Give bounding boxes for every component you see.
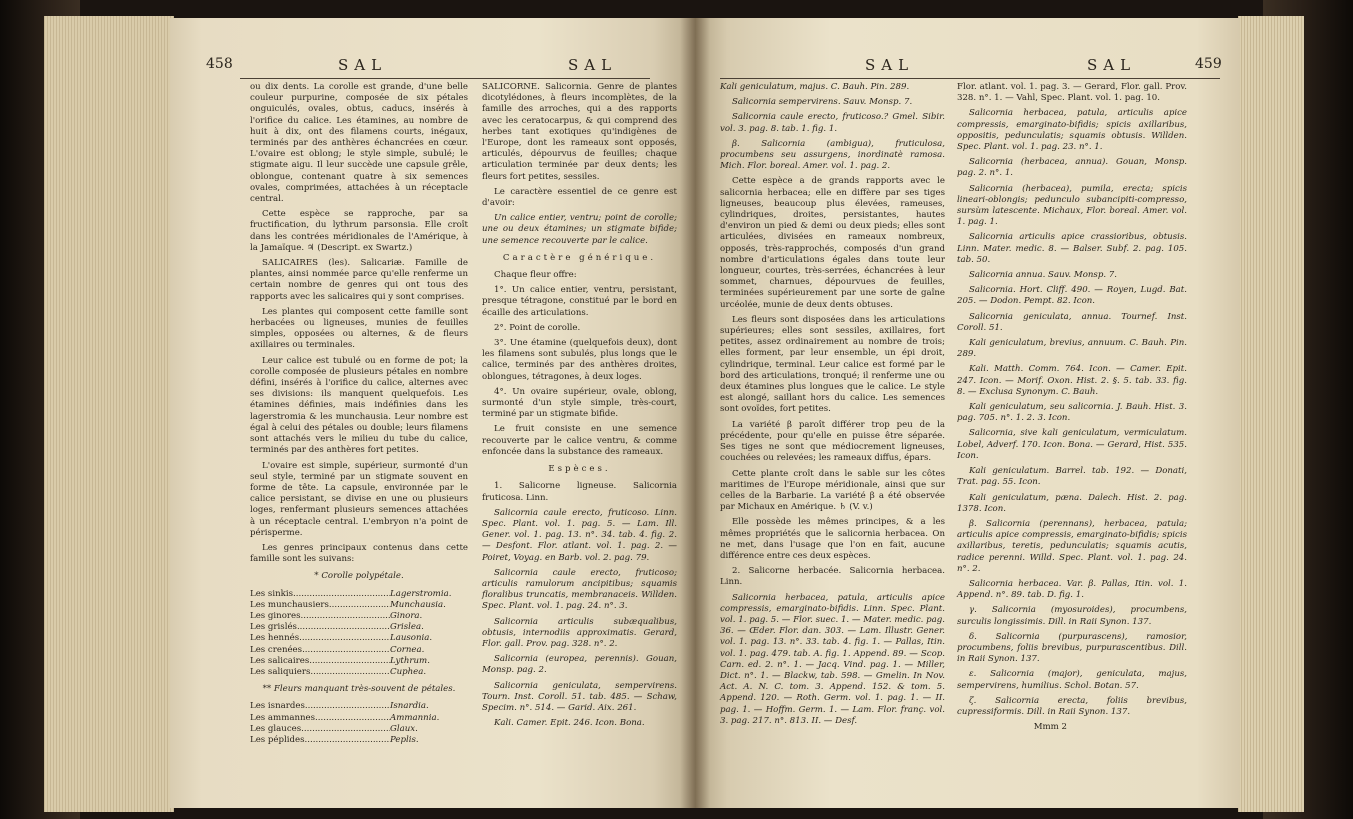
- right-column-1: [720, 82, 945, 731]
- paragraph: Elle possède les mêmes principes, & a les mêmes propriétés que le salicornia herbacea. On ne met, dans l'usage que l'on en fait, aucune différence entre ces deux espèces.: [720, 517, 945, 561]
- paragraph: Salicornia herbacea, patula, articulis apice compressis, emarginato-bifidis; spicis axillaribus, oppositis, pedunculatis; squamis obtusis. Willden. Spec. Plant. vol. 1. pag. 23. n°. 1.: [957, 108, 1187, 153]
- paragraph: Le fruit consiste en une semence recouverte par le calice ventru, & comme enfoncée dans la substance des rameaux.: [482, 424, 677, 457]
- right-column-2: [957, 82, 1187, 737]
- paragraph: Kali geniculatum, brevius, annuum. C. Bauh. Pin. 289.: [957, 338, 1187, 360]
- paragraph: Salicornia. Hort. Cliff. 490. — Royen, Lugd. Bat. 205. — Dodon. Pempt. 82. Icon.: [957, 285, 1187, 307]
- paragraph: 3°. Une étamine (quelquefois deux), dont les filamens sont subulés, plus longs que le calice, terminés par des anthères droites, oblongues, tétragones, à deux loges.: [482, 338, 677, 382]
- list-item: Les péplides ..... Peplis.: [250, 735, 468, 746]
- page-number-right: 459: [1195, 56, 1222, 72]
- genus-list-2: [250, 701, 468, 746]
- paragraph: Les plantes qui composent cette famille sont herbacées ou ligneuses, munies de feuilles simples, opposées ou alternes, & de fleurs axillaires ou terminales.: [250, 306, 468, 351]
- section-subheading: ** Fleurs manquant très-souvent de pétales.: [262, 684, 456, 695]
- paragraph: Salicornia caule erecto, fruticoso.? Gmel. Sibir. vol. 3. pag. 8. tab. 1. fig. 1.: [720, 112, 945, 134]
- paragraph: 2°. Point de corolle.: [494, 322, 581, 333]
- list-item: Les ginores ..... Ginora.: [250, 611, 468, 622]
- section-heading: Caractère générique.: [502, 252, 657, 263]
- section-heading: Espèces.: [548, 464, 611, 475]
- paragraph: Kali geniculatum, pæna. Dalech. Hist. 2. pag. 1378. Icon.: [957, 492, 1187, 514]
- paragraph: Cette plante croît dans le sable sur les côtes maritimes de l'Europe méridionale, ainsi que sur celles de la Barbarie. La variété β a été observée par Michaux en Amérique. ♄ (V. v.): [720, 468, 945, 513]
- list-item: Les saliquiers ..... Cuphea.: [250, 667, 468, 678]
- paragraph: SALICAIRES (les). Salicariæ. Famille de plantes, ainsi nommée parce qu'elle renferme un certain nombre de genres qui ont tous des rapports avec les salicaires qui y sont comprises.: [250, 258, 468, 302]
- paragraph: Salicornia caule erecto, fruticoso. Linn. Spec. Plant. vol. 1. pag. 5. — Lam. Ill. Gener. vol. 1. pag. 13. n°. 34. tab. 4. fig. 2. — Desfont. Flor. atlant. vol. 1. pag. 2. — Poiret, Voyag. en Barb. vol. 2. pag. 79.: [482, 507, 677, 563]
- paragraph: Kali. Camer. Epit. 246. Icon. Bona.: [494, 718, 645, 729]
- header-rule: [720, 78, 1220, 79]
- paragraph: Salicornia (herbacea), pumila, erecta; spicis lineari-oblongis; pedunculo subancipiti-compresso, sursùm latescente. Michaux, Flor. boreal. Amer. vol. 1. pag. 1.: [957, 183, 1187, 228]
- right-page-edges: [1238, 16, 1304, 812]
- paragraph: Salicornia (europea, perennis). Gouan, Monsp. pag. 2.: [482, 654, 677, 676]
- header-rule: [240, 78, 650, 79]
- paragraph: Kali geniculatum, seu salicornia. J. Bauh. Hist. 3. pag. 705. n°. 1. 2. 3. Icon.: [957, 402, 1187, 424]
- paragraph: Kali geniculatum. Barrel. tab. 192. — Donati, Trat. pag. 55. Icon.: [957, 466, 1187, 488]
- paragraph: Salicornia annua. Sauv. Monsp. 7.: [969, 270, 1117, 281]
- paragraph: Salicornia (herbacea, annua). Gouan, Monsp. pag. 2. n°. 1.: [957, 157, 1187, 179]
- paragraph: Leur calice est tubulé ou en forme de pot; la corolle composée de plusieurs pétales en nombre défini, insérés à l'orifice du calice, alternes avec ses divisions: ils manquent quelquefois. Les étamines définies, mais indéfinies dans les lagerstromia & les munchausia. Leur nombre est égal à celui des pétales ou double; leurs filamens sont attachés vers le milieu du tube du calice, terminés par des anthères fort petites.: [250, 355, 468, 456]
- paragraph: Salicornia caule erecto, fruticoso; articulis ramulorum ancipitibus; squamis floralibus truncatis, membranaceis. Willden. Spec. Plant. vol. 1. pag. 24. n°. 3.: [482, 567, 677, 612]
- paragraph: Les genres principaux contenus dans cette famille sont les suivans:: [250, 542, 468, 565]
- left-page-edges: [44, 16, 174, 812]
- paragraph: Un calice entier, ventru; point de corolle; une ou deux étamines; un stigmate bifide; une semence recouverte par le calice.: [482, 213, 677, 246]
- list-item: Les isnardes ..... Isnardia.: [250, 701, 468, 712]
- paragraph: Les fleurs sont disposées dans les articulations supérieures; elles sont sessiles, axillaires, fort petites, assez ordinairement au nombre de trois; elles forment, par leur ensemble, un épi droit, cylindrique, terminal. Leur calice est formé par le bord des articulations, tronqué; il renferme une ou deux étamines plus longues que le calice. Le style est alongé, saillant hors du calice. Les semences sont ovoïdes, fort petites.: [720, 314, 945, 415]
- right-page: [695, 18, 1240, 808]
- running-header-right: SAL: [865, 56, 915, 74]
- paragraph: δ. Salicornia (purpurascens), ramosior, procumbens, foliis brevibus, purpurascentibus. Dill. in Raii Synon. 137.: [957, 631, 1187, 665]
- paragraph: γ. Salicornia (myosuroides), procumbens, surculis longissimis. Dill. in Raii Synon. 137.: [957, 605, 1187, 627]
- paragraph: 1. Salicorne ligneuse. Salicornia fruticosa. Linn.: [482, 481, 677, 503]
- genus-list-1: [250, 589, 468, 679]
- paragraph: Cette espèce a de grands rapports avec le salicornia herbacea; elle en diffère par ses tiges ligneuses, beaucoup plus élevées, rameuses, cylindriques, droites, persistantes, hautes d'environ un pied & demi ou deux pieds; elles sont articulées, divisées en rameaux nombreux, opposés, très-rapprochés, composés d'un grand nombre d'articulations égales dans toute leur longueur, courtes, très-serrées, échancrées à leur sommet, charnues, dépourvues de feuilles, terminées supérieurement par une sorte de gaîne urcéolée, munie de deux dents obtuses.: [720, 176, 945, 310]
- paragraph: β. Salicornia (perennans), herbacea, patula; articulis apice compressis, emarginato-bifidis; spicis axillaribus, teretis, pedunculatis; squamis acutis, radice perenni. Willd. Spec. Plant. vol. 1. pag. 24. n°. 2.: [957, 518, 1187, 574]
- paragraph: La variété β paroît différer trop peu de la précédente, pour qu'elle en puisse être séparée. Ses tiges ne sont que médiocrement ligneuses, couchées ou relevées; les rameaux diffus, épars.: [720, 419, 945, 464]
- paragraph: Salicornia herbacea, patula, articulis apice compressis, emarginato-bifidis. Linn. Spec. Plant. vol. 1. pag. 5. — Flor. suec. 1. — Mater. medic. pag. 36. — Œder. Flor. dan. 303. — Lam. Illustr. Gener. vol. 1. pag. 13. n°. 33. tab. 4. fig. 1. — Pallas, Itin. vol. 1. pag. 479. tab. A. fig. 1. Append. 89. — Scop. Carn. ed. 2. n°. 1. — Jacq. Vind. pag. 1. — Miller, Dict. n°. 1. — Blackw, tab. 598. — Gmelin. In Nov. Act. A. N. C. tom. 3. Append. 152. & tom. 5. Append. 120. — Roth. Germ. vol. 1. pag. 1. — II. pag. 1. — Hoffm. Germ. 1. — Lam. Flor. franç. vol. 3. pag. 217. n°. 813. II. — Desf.: [720, 592, 945, 726]
- paragraph: β. Salicornia (ambigua), fruticulosa, procumbens seu assurgens, inordinatè ramosa. Mich. Flor. boreal. Amer. vol. 1. pag. 2.: [720, 138, 945, 172]
- running-header-right-col2: SAL: [1087, 56, 1137, 74]
- left-page: [170, 18, 695, 808]
- left-column-1: [250, 82, 468, 750]
- list-item: Les crenées ..... Cornea.: [250, 645, 468, 656]
- paragraph: Salicornia geniculata, sempervirens. Tourn. Inst. Coroll. 51. tab. 485. — Schaw, Specim. n°. 514. — Garid. Aix. 261.: [482, 680, 677, 713]
- paragraph: 2. Salicorne herbacée. Salicornia herbacea. Linn.: [720, 566, 945, 588]
- paragraph: Cette espèce se rapproche, par sa fructification, du lythrum parsonsia. Elle croît dans les contrées méridionales de l'Amérique, à la Jamaïque. ♃ (Descript. ex Swartz.): [250, 209, 468, 253]
- paragraph: ε. Salicornia (major), geniculata, majus, sempervirens, humilius. Schol. Botan. 57.: [957, 669, 1187, 691]
- paragraph: Salicornia sempervirens. Sauv. Monsp. 7.: [732, 97, 913, 108]
- paragraph: Kali. Matth. Comm. 764. Icon. — Camer. Epit. 247. Icon. — Morif. Oxon. Hist. 2. §. 5. tab. 33. fig. 8. — Exclusa Synonym. C. Bauh.: [957, 364, 1187, 397]
- section-subheading: * Corolle polypétale.: [314, 571, 404, 582]
- paragraph: Kali geniculatum, majus. C. Bauh. Pin. 289.: [720, 82, 910, 92]
- list-item: Les hennés ..... Lausonia.: [250, 633, 468, 644]
- paragraph: Salicornia articulis subæqualibus, obtusis, internodiis approximatis. Gerard, Flor. gall. Prov. pag. 328. n°. 2.: [482, 616, 677, 649]
- paragraph: Flor. atlant. vol. 1. pag. 3. — Gerard, Flor. gall. Prov. 328. n°. 1. — Vahl, Spec. Plant. vol. 1. pag. 10.: [957, 82, 1187, 104]
- list-item: Les sinkis ..... Lagerstromia.: [250, 589, 468, 600]
- paragraph: Le caractère essentiel de ce genre est d'avoir:: [482, 186, 677, 209]
- running-header-left: SAL: [338, 56, 388, 74]
- paragraph: Salicornia herbacea. Var. β. Pallas, Itin. vol. 1. Append. n°. 89. tab. D. fig. 1.: [957, 578, 1187, 601]
- list-item: Les ammannes ..... Ammannia.: [250, 713, 468, 724]
- paragraph: L'ovaire est simple, supérieur, surmonté d'un seul style, terminé par un stigmate souvent en forme de tête. La capsule, environnée par le calice persistant, se divise en une ou plusieurs loges, renfermant plusieurs semences attachées à un réceptacle central. L'embryon n'a point de périsperme.: [250, 460, 468, 538]
- paragraph: Salicornia, sive kali geniculatum, vermiculatum. Lobel, Adverf. 170. Icon. Bona. — Gerard, Hist. 535. Icon.: [957, 428, 1187, 461]
- list-item: Les glauces ..... Glaux.: [250, 724, 468, 735]
- paragraph: Salicornia articulis apice crassioribus, obtusis. Linn. Mater. medic. 8. — Balser. Subf. 2. pag. 105. tab. 50.: [957, 232, 1187, 265]
- list-item: Les grislés ..... Grislea.: [250, 622, 468, 633]
- running-header-left-col2: SAL: [568, 56, 618, 74]
- list-item: Les salicaires ..... Lythrum.: [250, 656, 468, 667]
- paragraph: 1°. Un calice entier, ventru, persistant, presque tétragone, constitué par le bord en écaille des articulations.: [482, 285, 677, 318]
- signature-mark: Mmm 2: [1033, 722, 1067, 733]
- book-gutter: [680, 18, 710, 808]
- list-item: Les munchausiers ..... Munchausia.: [250, 600, 468, 611]
- page-number-left: 458: [206, 56, 233, 72]
- left-column-2: [482, 82, 677, 733]
- paragraph: SALICORNE. Salicornia. Genre de plantes dicotylédones, à fleurs incomplètes, de la famille des arroches, qui a des rapports avec les ceratocarpus, & qui comprend des herbes tant exotiques qu'indigènes de l'Europe, dont les rameaux sont opposés, articulés, dépourvus de feuilles; chaque articulation terminée par deux dents; les fleurs fort petites, sessiles.: [482, 82, 677, 182]
- paragraph: Salicornia geniculata, annua. Tournef. Inst. Coroll. 51.: [957, 311, 1187, 333]
- paragraph: Chaque fleur offre:: [494, 270, 577, 281]
- paragraph: ou dix dents. La corolle est grande, d'une belle couleur purpurine, composée de six pétales onguiculés, ovales, obtus, caducs, insérés à l'orifice du calice. Les étamines, au nombre de huit à dix, ont des filamens courts, inégaux, terminés par des anthères échancrées en cœur. L'ovaire est oblong; le style simple, subulé; le stigmate aigu. Il leur succède une capsule grêle, oblongue, contenant quatre à six semences ovales, comprimées, attachées à un réceptacle central.: [250, 82, 468, 205]
- paragraph: ζ. Salicornia erecta, foliis brevibus, cupressiformis. Dill. in Raii Synon. 137.: [957, 695, 1187, 717]
- paragraph: 4°. Un ovaire supérieur, ovale, oblong, surmonté d'un style simple, très-court, terminé par un stigmate bifide.: [482, 386, 677, 420]
